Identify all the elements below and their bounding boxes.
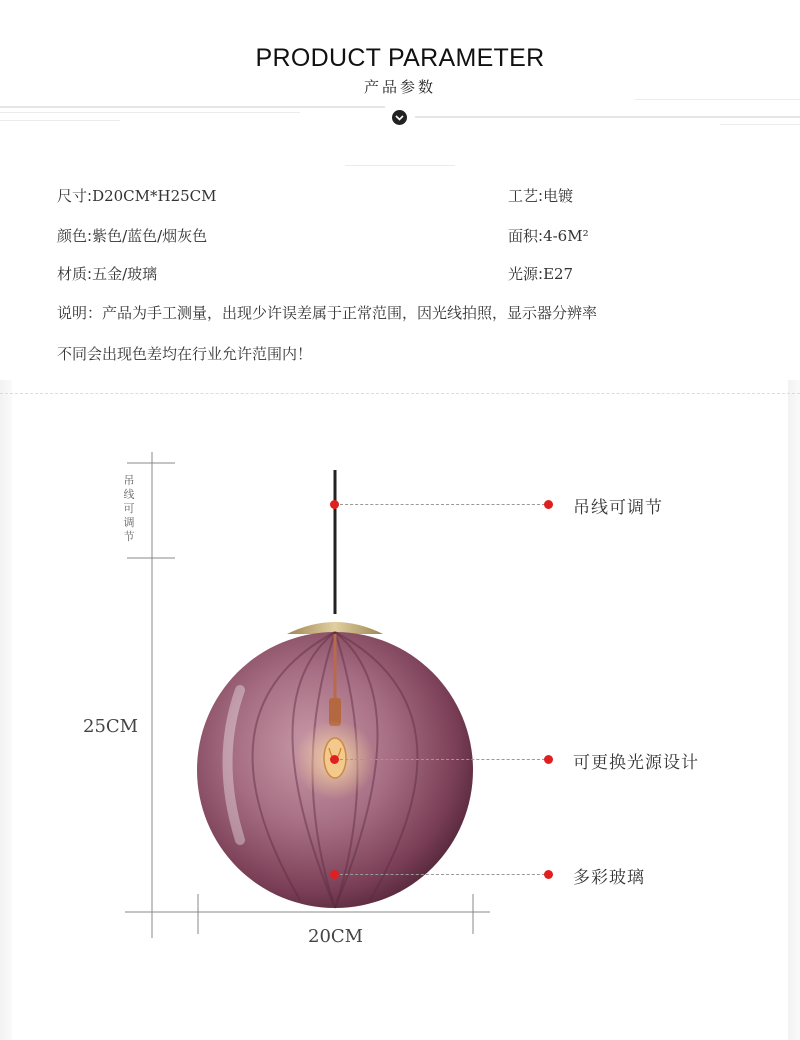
callout-line-light [340,759,545,760]
callout-line-glass [340,874,545,875]
callout-colorful-glass: 多彩玻璃 [573,868,645,888]
spec-area-label: 面积: [508,227,544,245]
callout-dot-glass-start [330,870,339,879]
spec-area-value: 4-6M² [543,227,589,245]
callout-dot-light-start [330,755,339,764]
width-dimension-label: 20CM [308,926,364,947]
note-line-2: 不同会出现色差均在行业允许范围内！ [57,345,313,363]
callout-line-cord [340,504,545,505]
section-title-cn: 产品参数 [363,78,436,96]
height-dimension-label: 25CM [83,716,139,737]
section-title-en: PRODUCT PARAMETER [255,44,545,72]
callout-dot-light-end [544,755,553,764]
spec-color-value: 紫色/蓝色/烟灰色 [92,227,208,245]
spec-light-source-value: E27 [543,265,574,283]
callout-dot-glass-end [544,870,553,879]
spec-material-value: 五金/玻璃 [92,265,158,283]
spec-size-label: 尺寸: [57,187,93,205]
spec-material-label: 材质: [57,265,93,283]
spec-craft-label: 工艺: [508,187,544,205]
callout-dot-cord-start [330,500,339,509]
callout-replaceable-light: 可更换光源设计 [573,753,699,773]
spec-color-label: 颜色: [57,227,93,245]
callout-dot-cord-end [544,500,553,509]
spec-craft-value: 电镀 [543,187,574,205]
spec-light-source-label: 光源: [508,265,544,283]
cord-adjustable-vertical-label: 吊线可调节 [123,474,135,543]
callout-cord-adjustable: 吊线可调节 [573,498,663,518]
spec-size-value: D20CM*H25CM [92,187,217,205]
note-line-1: 说明：产品为手工测量，出现少许误差属于正常范围，因光线拍照，显示器分辨率 [57,304,598,322]
